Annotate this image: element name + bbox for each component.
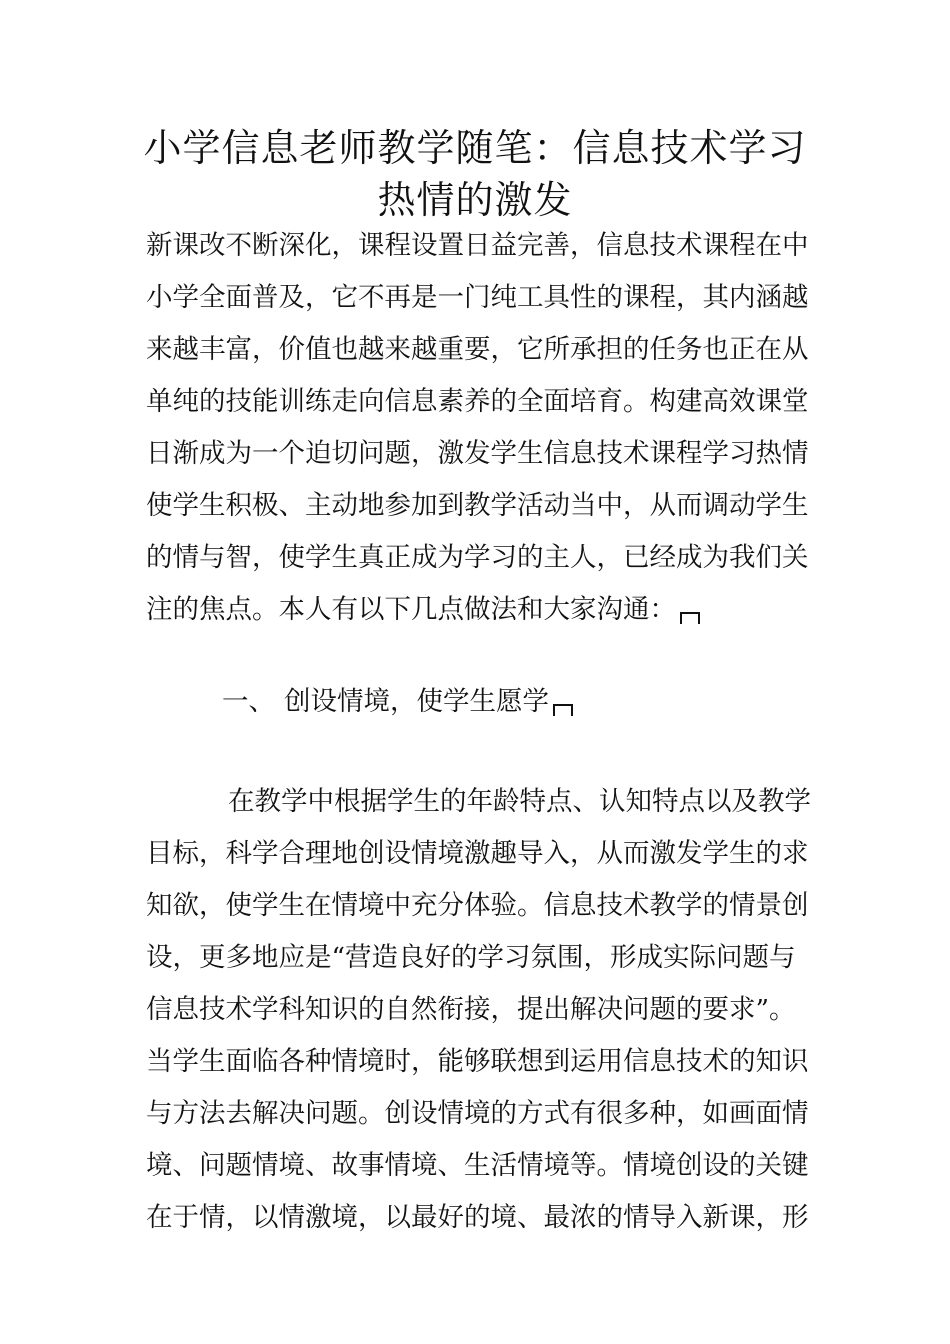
section-line-5: 信息技术学科知识的自然衔接，提出解决问题的要求”。 (146, 994, 796, 1025)
section-line-3: 知欲，使学生在情境中充分体验。信息技术教学的情景创 (146, 890, 809, 921)
intro-line-1: 新课改不断深化，课程设置日益完善，信息技术课程在中 (146, 230, 809, 261)
intro-line-2: 小学全面普及，它不再是一门纯工具性的课程，其内涵越 (146, 282, 809, 313)
section-line-2: 目标，科学合理地创设情境激趣导入，从而激发学生的求 (146, 838, 809, 869)
paragraph-mark-icon (553, 704, 573, 716)
intro-line-5: 日渐成为一个迫切问题，激发学生信息技术课程学习热情 (146, 438, 809, 469)
intro-line-8 (146, 592, 806, 628)
section-line-4: 设，更多地应是“营造良好的学习氛围，形成实际问题与 (146, 942, 796, 973)
title-line-2: 热情的激发 (377, 178, 573, 222)
section-heading-text: 创设情境，使学生愿学 (284, 686, 549, 717)
intro-line-7: 的情与智，使学生真正成为学习的主人，已经成为我们关 (146, 542, 809, 573)
paragraph-mark-icon (680, 612, 700, 624)
intro-line-3: 来越丰富，价值也越来越重要，它所承担的任务也正在从 (146, 334, 809, 365)
section-heading-1 (222, 684, 573, 720)
section-line-8: 境、问题情境、故事情境、生活情境等。情境创设的关键 (146, 1150, 809, 1181)
section-line-6: 当学生面临各种情境时，能够联想到运用信息技术的知识 (146, 1046, 809, 1077)
intro-line-6: 使学生积极、主动地参加到教学活动当中，从而调动学生 (146, 490, 809, 521)
section-line-9: 在于情，以情激境，以最好的境、最浓的情导入新课，形 (146, 1202, 809, 1233)
document-title (120, 122, 830, 226)
section-line-7: 与方法去解决问题。创设情境的方式有很多种，如画面情 (146, 1098, 809, 1129)
section-number: 一、 (222, 686, 275, 717)
intro-line-8-text: 注的焦点。本人有以下几点做法和大家沟通： (146, 594, 676, 625)
title-line-1: 小学信息老师教学随笔：信息技术学习 (143, 126, 807, 170)
section-line-1: 在教学中根据学生的年龄特点、认知特点以及教学 (228, 786, 811, 817)
intro-line-4: 单纯的技能训练走向信息素养的全面培育。构建高效课堂 (146, 386, 809, 417)
